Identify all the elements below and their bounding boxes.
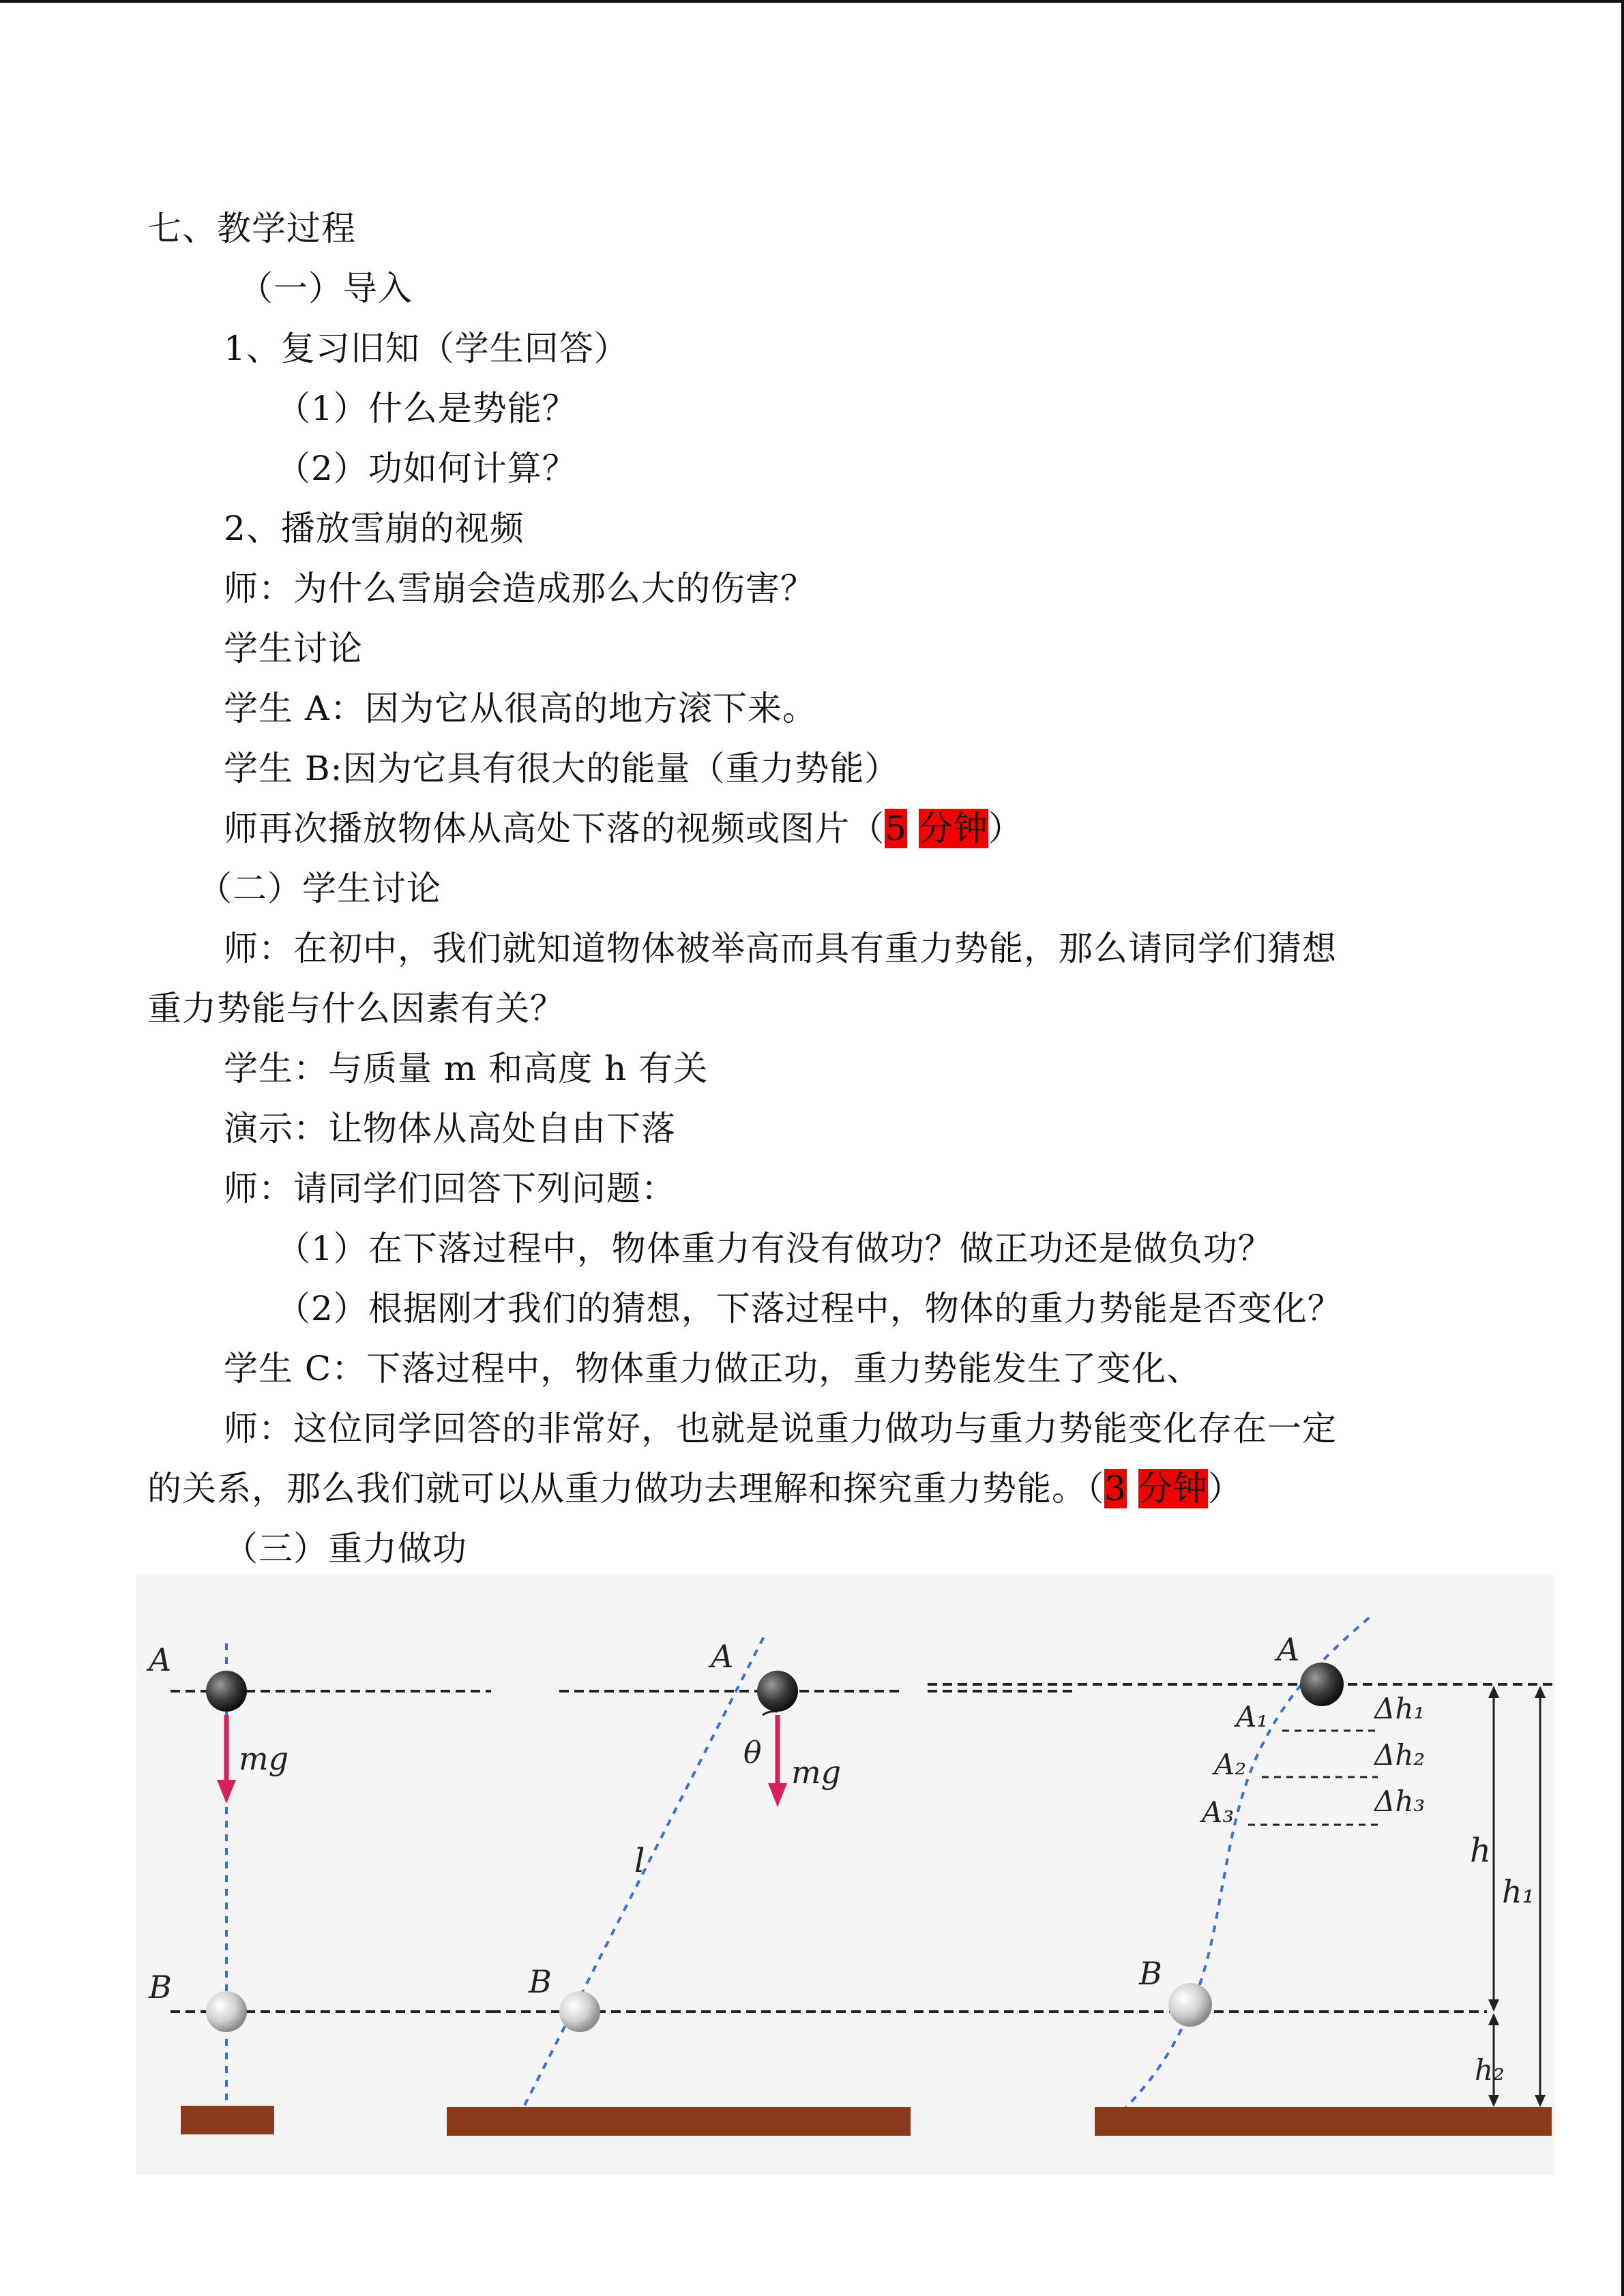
time-highlight-unit: 分钟 bbox=[918, 809, 988, 848]
label-dh2: Δh₂ bbox=[1374, 1738, 1426, 1772]
ball-b-panel1 bbox=[206, 1991, 247, 2032]
ask-question-2: （2）根据刚才我们的猜想，下落过程中，物体的重力势能是否变化？ bbox=[276, 1289, 1342, 1328]
label-a1: A₁ bbox=[1236, 1700, 1269, 1733]
ball-a-panel2 bbox=[757, 1671, 798, 1712]
section-heading: 七、教学过程 bbox=[147, 209, 356, 248]
ground-panel3 bbox=[1095, 2107, 1552, 2136]
label-b-panel3: B bbox=[1139, 1955, 1162, 1992]
section1-title: （一）导入 bbox=[239, 269, 413, 308]
summary-close: ） bbox=[1207, 1469, 1243, 1508]
label-a-panel1: A bbox=[149, 1641, 172, 1678]
label-a3: A₃ bbox=[1202, 1795, 1235, 1829]
label-theta: θ bbox=[743, 1735, 762, 1770]
teacher-question: 师：为什么雪崩会造成那么大的伤害？ bbox=[224, 569, 815, 608]
section3-title: （三）重力做功 bbox=[224, 1529, 467, 1568]
ball-a-panel1 bbox=[206, 1671, 247, 1712]
label-mg-panel1: mg bbox=[239, 1740, 289, 1777]
student-answer: 学生：与质量 m 和高度 h 有关 bbox=[224, 1049, 709, 1088]
label-b-panel2: B bbox=[529, 1963, 552, 2000]
label-mg-panel2: mg bbox=[791, 1754, 842, 1791]
summary-time-number: 3 bbox=[1104, 1469, 1127, 1508]
page-border-right bbox=[1621, 0, 1624, 2296]
page-border-top bbox=[0, 0, 1624, 3]
student-c-answer: 学生 C：下落过程中，物体重力做正功，重力势能发生了变化、 bbox=[224, 1349, 1202, 1388]
ground-panel1 bbox=[181, 2106, 274, 2134]
review-question-1: （1）什么是势能？ bbox=[276, 389, 577, 428]
summary-time-unit: 分钟 bbox=[1138, 1469, 1208, 1508]
student-b-answer: 学生 B:因为它具有很大的能量（重力势能） bbox=[224, 749, 900, 788]
label-a-panel2: A bbox=[711, 1638, 734, 1675]
label-a-panel3: A bbox=[1277, 1631, 1300, 1668]
video-item: 2、播放雪崩的视频 bbox=[224, 509, 525, 548]
label-h1: h₁ bbox=[1502, 1873, 1535, 1910]
teacher-summary-line2 bbox=[147, 1468, 1243, 1509]
figure-background bbox=[136, 1575, 1555, 2175]
label-dh1: Δh₁ bbox=[1374, 1692, 1426, 1725]
label-a2: A₂ bbox=[1214, 1748, 1247, 1781]
teacher-ask: 师：请同学们回答下列问题： bbox=[224, 1169, 676, 1208]
figure-svg bbox=[136, 1575, 1555, 2175]
summary-text: 的关系，那么我们就可以从重力做功去理解和探究重力势能。（ bbox=[147, 1469, 1104, 1508]
label-b-panel1: B bbox=[149, 1969, 172, 2006]
teacher-summary-line1: 师：这位同学回答的非常好，也就是说重力做功与重力势能变化存在一定 bbox=[224, 1409, 1337, 1448]
time-highlight-number: 5 bbox=[885, 809, 907, 848]
replay-close: ） bbox=[988, 809, 1023, 848]
demonstration: 演示：让物体从高处自由下落 bbox=[224, 1109, 676, 1148]
ball-b-panel2 bbox=[559, 1991, 600, 2032]
replay-text: 师再次播放物体从高处下落的视频或图片（ bbox=[224, 809, 885, 848]
label-l: l bbox=[634, 1842, 645, 1880]
ask-question-1: （1）在下落过程中，物体重力有没有做功？做正功还是做负功？ bbox=[276, 1229, 1273, 1268]
label-dh3: Δh₃ bbox=[1374, 1785, 1426, 1818]
replay-line bbox=[224, 808, 1023, 849]
ball-a-panel3 bbox=[1300, 1663, 1344, 1706]
label-h2: h₂ bbox=[1475, 2053, 1505, 2087]
teacher-intro-line1: 师：在初中，我们就知道物体被举高而具有重力势能，那么请同学们猜想 bbox=[224, 929, 1337, 968]
section2-title: （二）学生讨论 bbox=[198, 869, 441, 908]
gravity-work-figure bbox=[136, 1575, 1555, 2175]
review-item: 1、复习旧知（学生回答） bbox=[224, 329, 629, 368]
student-discussion: 学生讨论 bbox=[224, 629, 363, 668]
review-question-2: （2）功如何计算？ bbox=[276, 449, 577, 488]
student-a-answer: 学生 A：因为它从很高的地方滚下来。 bbox=[224, 689, 818, 728]
teacher-intro-line2: 重力势能与什么因素有关？ bbox=[147, 989, 565, 1028]
ground-panel2 bbox=[447, 2107, 911, 2136]
ball-b-panel3 bbox=[1168, 1983, 1212, 2027]
label-h: h bbox=[1470, 1832, 1491, 1870]
